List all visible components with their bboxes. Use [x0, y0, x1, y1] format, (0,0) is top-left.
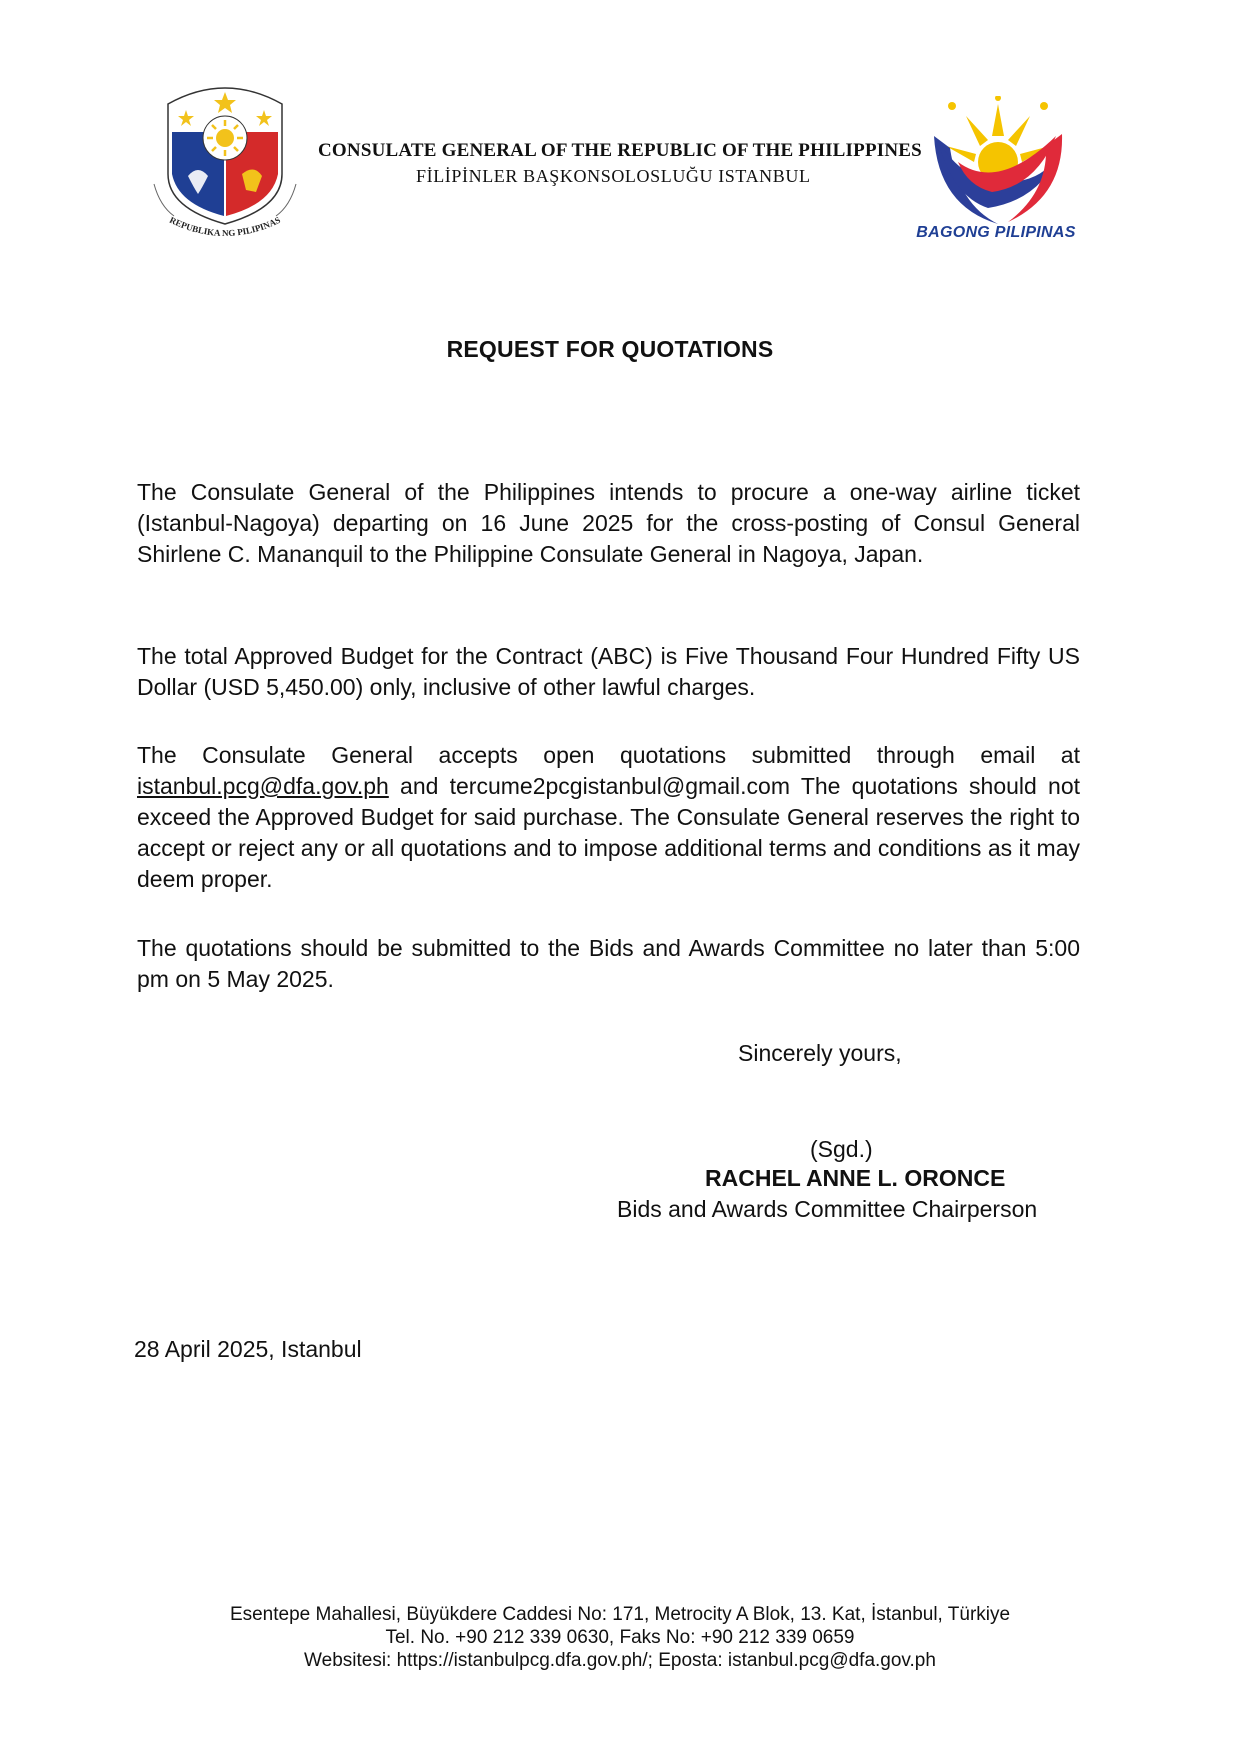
footer-address: Esentepe Mahallesi, Büyükdere Caddesi No: 171, Metrocity A Blok, 13. Kat, İstanbul, Türkiye — [229, 1604, 1011, 1625]
footer-phone-fax: Tel. No. +90 212 339 0630, Faks No: +90 212 339 0659 — [385, 1627, 855, 1648]
closing-salutation: Sincerely yours, — [738, 1040, 902, 1066]
submission-rest-text: The quotations should not exceed the Approved Budget for said purchase. The Consulate General reserves the right to accept or reject any or all quotations and to impose additional terms and conditions as it may deem proper. — [137, 773, 1080, 892]
submission-lead-text: The Consulate General accepts open quotations submitted through email at — [137, 742, 1080, 768]
paragraph-budget: The total Approved Budget for the Contract (ABC) is Five Thousand Four Hundred Fifty US Dollar (USD 5,450.00) only, inclusive of other lawful charges. — [137, 643, 1080, 700]
signatory-position: Bids and Awards Committee Chairperson — [617, 1196, 1038, 1222]
signature-sgd: (Sgd.) — [810, 1136, 873, 1162]
bagong-pilipinas-text: BAGONG PILIPINAS — [916, 224, 1076, 241]
footer-address-block — [0, 1603, 1240, 1672]
email-text-secondary: tercume2pcgistanbul@gmail.com — [449, 773, 791, 799]
email-link-consulate[interactable]: istanbul.pcg@dfa.gov.ph — [137, 773, 389, 799]
header-consulate-name: CONSULATE GENERAL OF THE REPUBLIC OF THE PHILIPPINES — [318, 140, 922, 161]
page-title: REQUEST FOR QUOTATIONS — [446, 336, 774, 362]
date-place: 28 April 2025, Istanbul — [134, 1336, 362, 1362]
footer-web-email: Websitesi: https://istanbulpcg.dfa.gov.ph/; Eposta: istanbul.pcg@dfa.gov.ph — [304, 1650, 936, 1671]
seal-ribbon-text: REPUBLIKA NG PILIPINAS — [168, 214, 282, 239]
paragraph-deadline: The quotations should be submitted to the Bids and Awards Committee no later than 5:00 pm on 5 May 2025. — [137, 935, 1080, 992]
paragraph-procurement: The Consulate General of the Philippines intends to procure a one-way airline ticket (Istanbul-Nagoya) departing on 16 June 2025 for the cross-posting of Consul General Shirlene C. Mananquil to the Philippine Consulate General in Nagoya, Japan. — [137, 479, 1080, 567]
header-consulate-name-turkish: FİLİPİNLER BAŞKONSOLOSLUĞU ISTANBUL — [416, 166, 811, 186]
submission-and-text: and — [400, 773, 439, 799]
paragraph-submission — [137, 740, 1080, 895]
signatory-name: RACHEL ANNE L. ORONCE — [705, 1165, 1006, 1191]
philippine-seal-icon — [150, 76, 300, 246]
